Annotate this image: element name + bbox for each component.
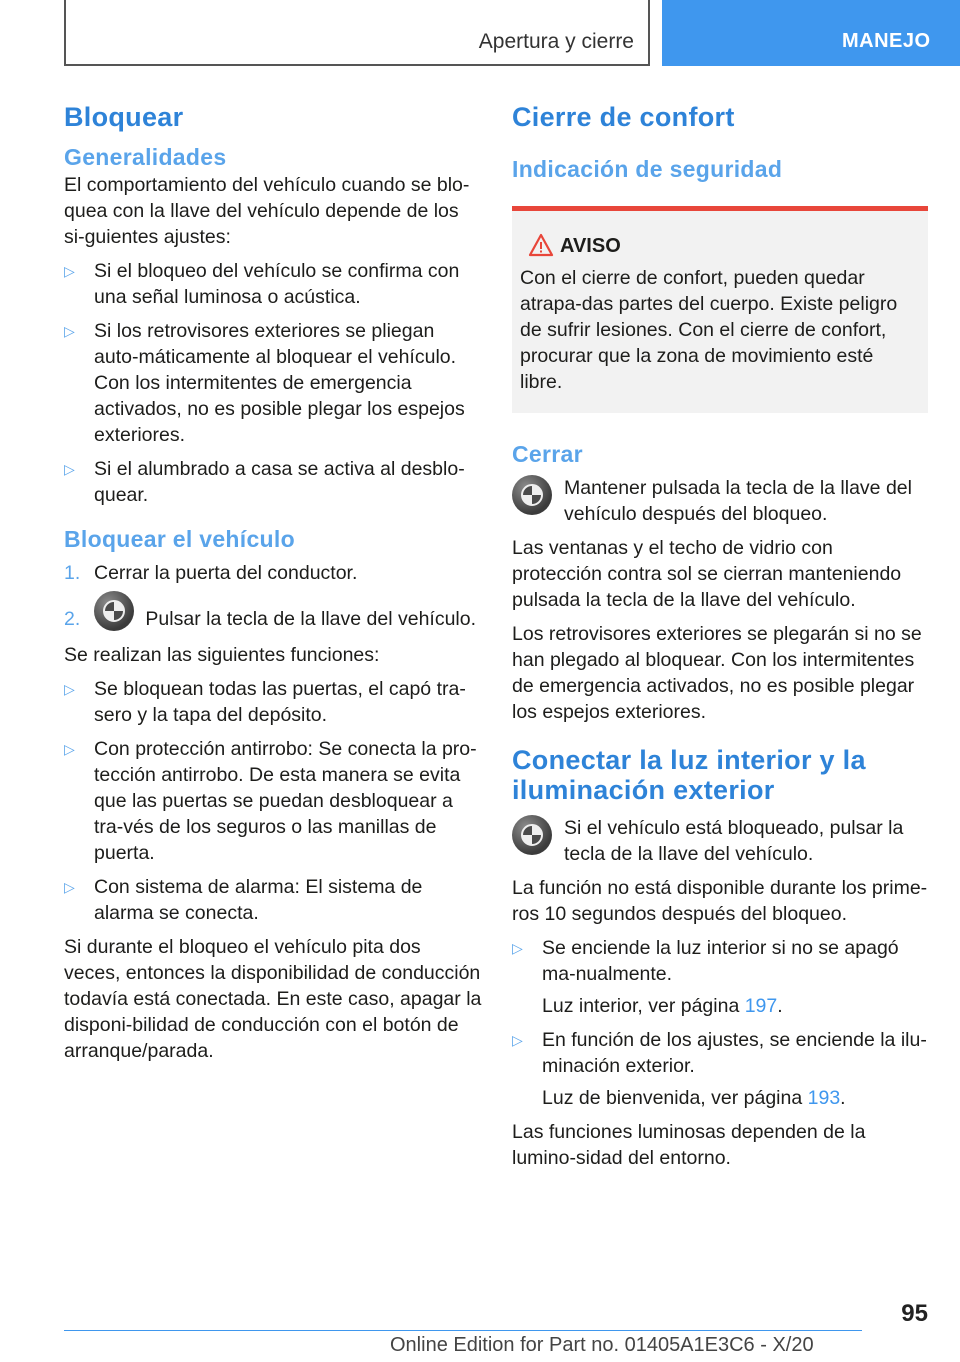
page-link-193[interactable]: 193 <box>807 1087 841 1109</box>
functions-intro: Se realizan las siguientes funciones: <box>64 644 380 666</box>
step-item: 1. Cerrar la puerta del conductor. <box>64 562 358 584</box>
list-item: ▷ Si el alumbrado a casa se activa al desblo-quear. <box>64 458 465 506</box>
lights-instruction: Si el vehículo está bloqueado, pulsar la tecla de la llave del vehículo. <box>512 815 928 867</box>
list-item: ▷ Se enciende la luz interior si no se apagó ma-nualmente. Luz interior, ver página 197. <box>512 935 928 1019</box>
bmw-key-button-icon <box>94 591 134 631</box>
triangle-right-outline-icon: ▷ <box>512 940 523 956</box>
triangle-right-outline-icon: ▷ <box>64 323 75 339</box>
page-link-197[interactable]: 197 <box>744 995 778 1017</box>
bmw-key-button-icon <box>512 475 552 515</box>
lights-closing: Las funciones luminosas dependen de la lumino-sidad del entorno. <box>512 1121 866 1169</box>
header-chapter-tab <box>662 0 960 66</box>
list-item: ▷ Si los retrovisores exteriores se pliegan auto-máticamente al bloquear el vehículo. Con los intermitentes de emergencia activados, no es posible plegar los espejos exteriores. <box>64 320 465 446</box>
page-reference: Luz de bienvenida, ver página 193. <box>542 1087 846 1109</box>
lock-closing: Si durante el bloqueo el vehículo pita dos veces, entonces la disponibilidad de conducción todavía está conectada. En este caso, apagar la disponi-bilidad de conducción con el botón de arranque/parada. <box>64 936 482 1062</box>
functions-list <box>64 676 482 926</box>
lights-para-1: La función no está disponible durante los prime-ros 10 segundos después del bloqueo. <box>512 877 928 925</box>
left-column <box>64 100 482 1064</box>
section-title-comfort-close: Cierre de confort <box>512 102 735 132</box>
list-item: ▷ En función de los ajustes, se enciende la ilu-minación exterior. Luz de bienvenida, ver página 193. <box>512 1029 927 1109</box>
right-column <box>512 100 928 1171</box>
bmw-key-button-icon <box>512 815 552 855</box>
header-chapter-title: MANEJO <box>842 30 931 52</box>
close-para-2: Los retrovisores exteriores se plegarán si no se han plegado al bloquear. Con los intermitentes de emergencia activados, no es posible plegar los espejos exteriores. <box>512 623 922 723</box>
header-section-title: Apertura y cierre <box>478 30 634 53</box>
triangle-right-outline-icon: ▷ <box>512 1032 523 1048</box>
close-para-1: Las ventanas y el techo de vidrio con protección contra sol se cierran manteniendo pulsada la tecla de la llave del vehículo. <box>512 537 902 611</box>
heading-close: Cerrar <box>512 441 583 467</box>
heading-safety: Indicación de seguridad <box>512 156 783 182</box>
page-number: 95 <box>901 1300 928 1327</box>
triangle-right-outline-icon: ▷ <box>64 263 75 279</box>
triangle-right-outline-icon: ▷ <box>64 741 75 757</box>
lock-steps <box>64 560 482 632</box>
section-title-lights: Conectar la luz interior y la iluminación exterior <box>512 745 866 805</box>
list-item: ▷ Con sistema de alarma: El sistema de alarma se conecta. <box>64 876 423 924</box>
step-item: 2. Pulsar la tecla de la llave del vehículo. <box>64 596 482 632</box>
triangle-right-outline-icon: ▷ <box>64 681 75 697</box>
triangle-right-outline-icon: ▷ <box>64 461 75 477</box>
general-list <box>64 258 482 508</box>
list-item: ▷ Con protección antirrobo: Se conecta la pro-tección antirrobo. De esta manera se evita que las puertas se puedan desbloquear a tra-vés de los seguros o las manillas de puerta. <box>64 738 477 864</box>
footer-divider <box>64 1330 862 1331</box>
list-item: ▷ Si el bloqueo del vehículo se confirma con una señal luminosa o acústica. <box>64 260 460 308</box>
page-reference: Luz interior, ver página 197. <box>542 995 783 1017</box>
close-instruction: Mantener pulsada la tecla de la llave del vehículo después del bloqueo. <box>512 475 928 527</box>
header-section-box <box>64 0 650 66</box>
heading-general: Generalidades <box>64 144 227 170</box>
list-item: ▷ Se bloquean todas las puertas, el capó tra-sero y la tapa del depósito. <box>64 678 466 726</box>
footer-edition: Online Edition for Part no. 01405A1E3C6 - X/20 <box>390 1334 814 1356</box>
warning-triangle-icon <box>528 233 554 257</box>
general-intro: El comportamiento del vehículo cuando se blo-quea con la llave del vehículo depende de los si-guientes ajustes: <box>64 174 470 248</box>
warning-text: Con el cierre de confort, pueden quedar atrapa-das partes del cuerpo. Existe peligro de sufrir lesiones. Con el cierre de confort, procurar que la zona de movimiento esté libre. <box>520 267 898 393</box>
section-title-lock: Bloquear <box>64 102 184 132</box>
lights-list <box>512 935 928 1111</box>
triangle-right-outline-icon: ▷ <box>64 879 75 895</box>
heading-lock-vehicle: Bloquear el vehículo <box>64 526 295 552</box>
warning-box <box>512 206 928 413</box>
warning-title: AVISO <box>520 233 920 259</box>
